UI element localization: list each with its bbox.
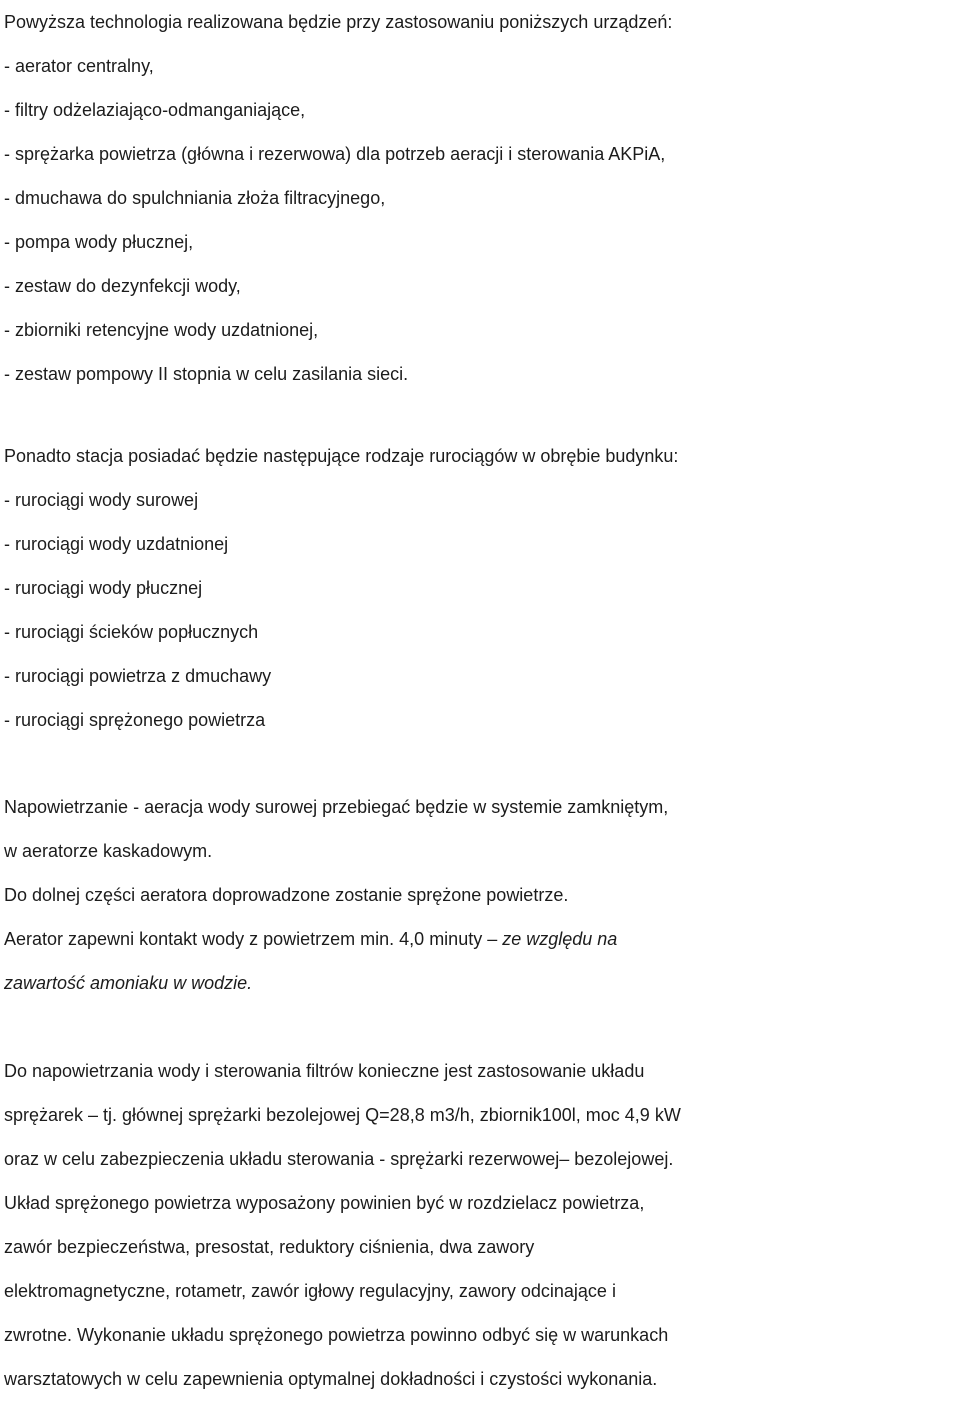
list-item: - zestaw pompowy II stopnia w celu zasilania sieci.	[4, 364, 409, 384]
list-item: - rurociągi powietrza z dmuchawy	[4, 666, 272, 686]
contact-italic-text: ze względu na	[502, 929, 618, 949]
list-item: - rurociągi wody uzdatnionej	[4, 534, 229, 554]
paragraph-spacer	[4, 1005, 960, 1049]
pipes-section	[4, 434, 960, 742]
list-item: - aerator centralny,	[4, 56, 154, 76]
paragraph-line: Napowietrzanie - aeracja wody surowej przebiegać będzie w systemie zamkniętym,	[4, 797, 669, 817]
devices-section	[4, 0, 960, 396]
pipes-intro: Ponadto stacja posiadać będzie następujące rodzaje rurociągów w obrębie budynku:	[4, 446, 679, 466]
paragraph-line: zawór bezpieczeństwa, presostat, reduktory ciśnienia, dwa zawory	[4, 1237, 535, 1257]
paragraph-line: warsztatowych w celu zapewnienia optymalnej dokładności i czystości wykonania.	[4, 1369, 658, 1389]
list-item: - zestaw do dezynfekcji wody,	[4, 276, 241, 296]
list-item: - sprężarka powietrza (główna i rezerwowa) dla potrzeb aeracji i sterowania AKPiA,	[4, 144, 666, 164]
list-item: - rurociągi wody płucznej	[4, 578, 203, 598]
contact-italic-text: zawartość amoniaku w wodzie.	[4, 973, 253, 993]
paragraph-line: Do napowietrzania wody i sterowania filtrów konieczne jest zastosowanie układu	[4, 1061, 645, 1081]
list-item: - filtry odżelaziająco-odmanganiające,	[4, 100, 306, 120]
paragraph-line: zwrotne. Wykonanie układu sprężonego powietrza powinno odbyć się w warunkach	[4, 1325, 669, 1345]
list-item: - rurociągi ścieków popłucznych	[4, 622, 259, 642]
list-item: - pompa wody płucznej,	[4, 232, 194, 252]
aeration-section	[4, 785, 960, 1005]
list-item: - zbiorniki retencyjne wody uzdatnionej,	[4, 320, 319, 340]
document-page	[4, 0, 960, 1401]
compressors-section	[4, 1049, 960, 1401]
paragraph-line: Układ sprężonego powietrza wyposażony powinien być w rozdzielacz powietrza,	[4, 1193, 645, 1213]
list-item: - rurociągi sprężonego powietrza	[4, 710, 266, 730]
paragraph-spacer	[4, 396, 960, 434]
paragraph-spacer	[4, 742, 960, 785]
paragraph-line: w aeratorze kaskadowym.	[4, 841, 213, 861]
contact-line	[4, 917, 960, 961]
list-item: - dmuchawa do spulchniania złoża filtracyjnego,	[4, 188, 386, 208]
paragraph-line: oraz w celu zabezpieczenia układu sterowania - sprężarki rezerwowej– bezolejowej.	[4, 1149, 674, 1169]
list-item: - rurociągi wody surowej	[4, 490, 199, 510]
paragraph-line: elektromagnetyczne, rotametr, zawór igłowy regulacyjny, zawory odcinające i	[4, 1281, 616, 1301]
paragraph-line: sprężarek – tj. głównej sprężarki bezolejowej Q=28,8 m3/h, zbiornik100l, moc 4,9 kW	[4, 1105, 681, 1125]
contact-line-continued	[4, 961, 960, 1005]
paragraph-line: Do dolnej części aeratora doprowadzone zostanie sprężone powietrze.	[4, 885, 569, 905]
devices-intro: Powyższa technologia realizowana będzie przy zastosowaniu poniższych urządzeń:	[4, 12, 673, 32]
contact-text: Aerator zapewni kontakt wody z powietrzem min. 4,0 minuty –	[4, 929, 503, 949]
